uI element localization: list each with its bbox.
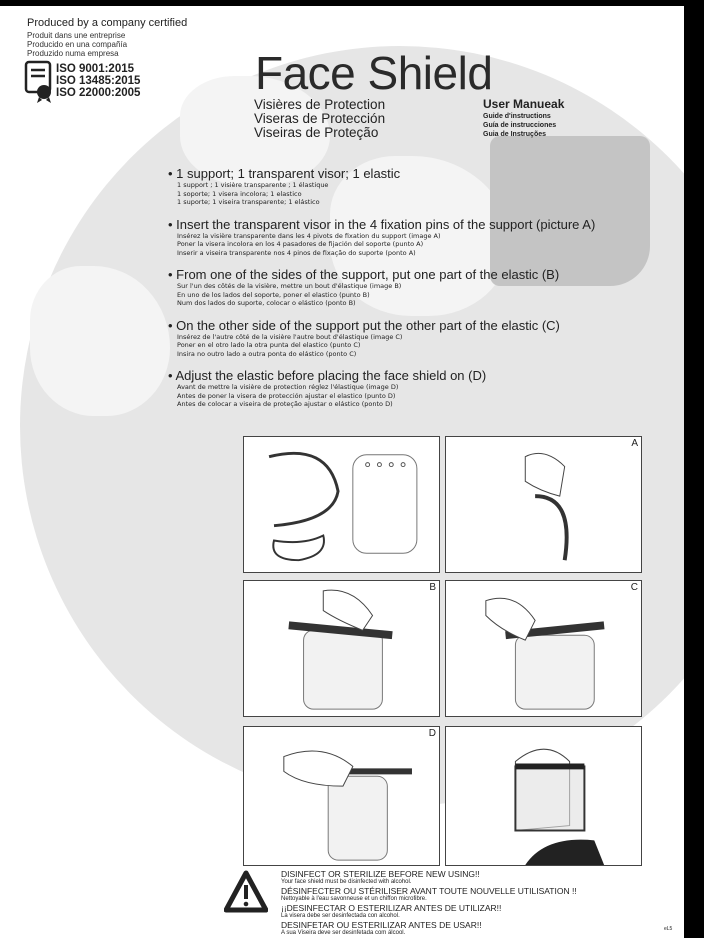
certified-es: Producido en una compañía [27, 40, 128, 49]
step-pt: Inserir a viseira transparente nos 4 pinos de fixação do suporte (ponto A) [177, 248, 416, 257]
step-pt: 1 suporte; 1 viseira transparente; 1 elástico [177, 198, 320, 206]
panel-label-b: B [429, 582, 436, 593]
footer-code: eL5 [664, 926, 673, 932]
certified-pt: Produzido numa empresa [27, 49, 119, 58]
panel-c [445, 580, 642, 717]
step-fr: 1 support ; 1 visière transparente ; 1 élastique [177, 181, 329, 189]
step-a-illustration [446, 437, 641, 572]
panel-label-d: D [428, 728, 436, 739]
warning-icon [224, 870, 268, 914]
step-title: • Adjust the elastic before placing the face shield on (D) [168, 368, 595, 383]
warning-sub-en: Your face shield must be disinfected with alcohol. [281, 879, 412, 885]
step-es: 1 soporte; 1 visera incolora; 1 elastico [177, 189, 302, 198]
step-4 [168, 318, 595, 359]
certificate-icon [24, 60, 54, 104]
step-2 [168, 217, 595, 258]
step-es: Poner en el otro lado la otra punta del elastico (punto C) [177, 341, 361, 349]
panel-a [445, 436, 642, 573]
step-b-illustration [244, 581, 439, 716]
manual-title: User Manueak [483, 97, 565, 111]
step-title: • 1 support; 1 transparent visor; 1 elastic [168, 166, 595, 181]
step-fr: Insérez de l'autre côté de la visière l'autre bout d'élastique (image C) [177, 332, 403, 341]
step-pt: Insira no outro lado a outra ponta do elástico (ponto C) [177, 349, 357, 358]
step-title: • Insert the transparent visor in the 4 fixation pins of the support (picture A) [168, 217, 595, 232]
warning-sub-es: La visera debe ser desinfectada con alcohol. [281, 913, 400, 919]
certified-text: Produced by a company certified [27, 17, 188, 29]
warning-sub-fr: Nettoyable à l'eau savonneuse et un chiffon microfibre. [281, 896, 427, 902]
panel-d [243, 726, 440, 866]
warning-sub-pt: A sua Viseira deve ser desinfetada com álcool. [281, 930, 406, 936]
step-5 [168, 368, 595, 409]
panel-label-c: C [630, 582, 638, 593]
panel-b [243, 580, 440, 717]
warning-title-fr: DÉSINFECTER OU STÉRILISER AVANT TOUTE NOUVELLE UTILISATION !! [281, 886, 577, 896]
certified-fr: Produit dans une entreprise [27, 31, 126, 40]
step-es: En uno de los lados del soporte, poner el elastico (punto B) [177, 290, 370, 299]
warning-title-pt: DESINFETAR OU ESTERILIZAR ANTES DE USAR!! [281, 920, 482, 930]
step-fr: Sur l'un des côtés de la visière, mettre un bout d'élastique (image B) [177, 282, 402, 290]
manual-sub-es: Guía de instrucciones [483, 122, 557, 129]
warning-title-en: DISINFECT OR STERILIZE BEFORE NEW USING!! [281, 869, 480, 879]
iso-13485: ISO 13485:2015 [56, 75, 141, 87]
manual-page [0, 6, 684, 938]
page-title: Face Shield [255, 47, 493, 99]
step-3 [168, 267, 595, 308]
iso-22000: ISO 22000:2005 [56, 87, 141, 99]
step-fr: Avant de mettre la visière de protection réglez l'élastique (image D) [177, 383, 399, 391]
iso-9001: ISO 9001:2015 [56, 63, 135, 75]
step-fr: Insérez la visière transparente dans les 4 pivots de fixation du support (image A) [177, 231, 441, 240]
instruction-steps [168, 166, 595, 419]
step-c-illustration [446, 581, 641, 716]
step-es: Antes de poner la visera de protección ajustar el elastico (punto D) [177, 391, 396, 400]
step-1 [168, 166, 595, 207]
step-d-illustration [244, 727, 439, 865]
step-title: • On the other side of the support put the other part of the elastic (C) [168, 318, 595, 333]
warning-title-es: ¡¡DESINFECTAR O ESTERILIZAR ANTES DE UTILIZAR!! [281, 903, 502, 913]
step-title: • From one of the sides of the support, put one part of the elastic (B) [168, 267, 595, 282]
manual-sub-pt: Guia de Instruções [483, 131, 547, 138]
panel-worn [445, 726, 642, 866]
step-es: Poner la visera incolora en los 4 pasadores de fijación del soporte (punto A) [177, 240, 424, 248]
subtitle-fr: Visières de Protection [254, 97, 386, 112]
panel-parts [243, 436, 440, 573]
manual-sub-fr: Guide d'instructions [483, 113, 551, 120]
worn-shield-illustration [446, 727, 641, 865]
subtitle-pt: Viseiras de Proteção [254, 125, 379, 140]
step-pt: Num dos lados do suporte, colocar o elástico (ponto B) [177, 299, 356, 307]
subtitle-es: Viseras de Protección [254, 111, 386, 126]
panel-label-a: A [631, 438, 638, 449]
step-pt: Antes de colocar a viseira de proteção ajustar o elástico (ponto D) [177, 400, 393, 408]
parts-illustration [244, 437, 439, 572]
